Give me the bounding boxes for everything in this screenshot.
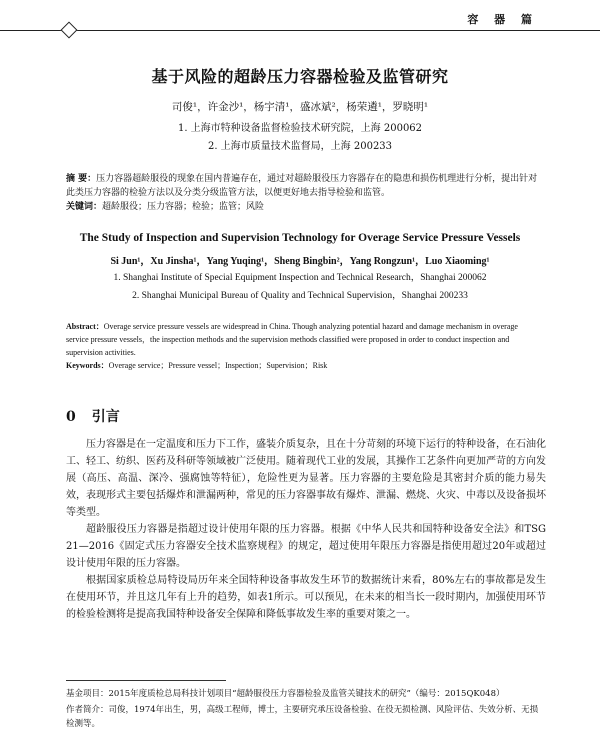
- abstract-en-text: Overage service pressure vessels are widespread in China. Though analyzing potential hazard and damage mechanism in overage service pressure vessels，the inspection methods and the supervision methods classified were proposed in order to conduct inspection and supervision activities.: [66, 322, 518, 357]
- footnote-rule: [66, 680, 226, 681]
- paper-title-en: The Study of Inspection and Supervision Technology for Overage Service Pressure Vessels: [79, 232, 521, 244]
- authors-en: Si Jun¹，Xu Jinsha¹，Yang Yuqing¹，Sheng Bingbin²，Yang Rongzun¹，Luo Xiaoming¹: [110, 256, 490, 267]
- abstract-cn: [66, 172, 546, 214]
- body-paragraph-1: 压力容器是在一定温度和压力下工作，盛装介质复杂，且在十分苛刻的环境下运行的特种设备，在石油化工、轻工、纺织、医药及科研等领域被广泛使用。随着现代工业的发展，其操作工艺条件向更加严苛的方向发展（高压、高温、深冷、强腐蚀等特征），危险性更为显著。压力容器的主要危险是其密封介质的能力易失效，表现形式主要包括爆炸和泄漏两种，常见的压力容器事故有爆炸、泄漏、燃烧、火灾、中毒以及设备损坏等类型。: [66, 439, 546, 518]
- abstract-en: [66, 320, 540, 372]
- affiliation-cn-1: 1. 上海市特种设备监督检验技术研究院，上海 200062: [177, 123, 423, 134]
- section-title: 引言: [91, 409, 120, 425]
- body-text: [66, 436, 546, 623]
- keywords-cn: 超龄服役；压力容器；检验；监管；风险: [102, 202, 265, 212]
- abstract-cn-text: 压力容器超龄服役的现象在国内普遍存在，通过对超龄服役压力容器存在的隐患和损伤机理进行分析，提出针对此类压力容器的检验方法以及分类分级监管方法，以便更好地去指导检验和监管。: [66, 174, 538, 198]
- footnote-funding: 基金项目：2015年度质检总局科技计划项目“超龄服役压力容器检验及监管关键技术的研究”（编号：2015QK048）: [66, 689, 505, 699]
- affiliation-en-2: 2. Shanghai Municipal Bureau of Quality and Technical Supervision，Shanghai 200233: [132, 291, 468, 301]
- authors-cn: 司俊¹，许金沙¹，杨宇清¹，盛冰斌²，杨荣遴¹，罗晓明¹: [171, 101, 429, 113]
- header-rule: [0, 30, 600, 31]
- keywords-cn-label: 关键词：: [66, 202, 103, 212]
- paper-title-cn: 基于风险的超龄压力容器检验及监管研究: [151, 67, 449, 86]
- abstract-cn-label: 摘 要：: [66, 174, 97, 184]
- section-heading: [66, 406, 136, 426]
- header-diamond-icon: [61, 22, 78, 39]
- keywords-en: Overage service；Pressure vessel；Inspection；Supervision；Risk: [108, 361, 328, 370]
- abstract-en-label: Abstract：: [66, 322, 104, 331]
- footnote-author: 作者简介：司俊，1974年出生，男，高级工程师，博士，主要研究承压设备检验、在役无损检测、风险评估、失效分析、无损检测等。: [66, 705, 539, 729]
- section-number: 0: [66, 409, 76, 425]
- journal-section-label: 容 器 篇: [467, 13, 538, 26]
- body-paragraph-2: 超龄服役压力容器是指超过设计使用年限的压力容器。根据《中华人民共和国特种设备安全法》和TSG 21—2016《固定式压力容器安全技术监察规程》的规定，超过使用年限压力容器是指使用超过20年或超过设计使用年限的压力容器。: [66, 524, 546, 569]
- body-paragraph-3: 根据国家质检总局特设局历年来全国特种设备事故发生环节的数据统计来看，80%左右的事故都是发生在使用环节，并且这几年有上升的趋势，如表1所示。可以预见，在未来的相当长一段时期内，加强使用环节的检验检测将是提高我国特种设备安全保障和降低事故发生率的重要对策之一。: [66, 575, 546, 620]
- affiliation-cn-2: 2. 上海市质量技术监督局，上海 200233: [207, 141, 393, 152]
- keywords-en-label: Keywords：: [66, 361, 109, 370]
- affiliation-en-1: 1. Shanghai Institute of Special Equipment Inspection and Technical Research，Shanghai 200062: [113, 273, 487, 283]
